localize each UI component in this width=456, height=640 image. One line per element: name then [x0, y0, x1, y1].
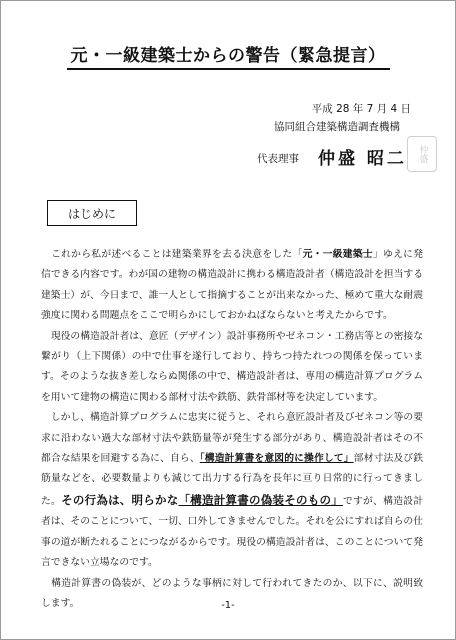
paragraph-1-emphasis: 元・一級建築士: [302, 249, 373, 260]
paragraph-3-text-a: しかし、構造計算プログラムに忠実に従うと、それら意匠設計者及びゼネコン等の要求に沿わない過大な部材寸法や鉄筋量等が発生する部分があり、構造設計者はその不都合な結果を回避する為に、自ら、: [41, 412, 424, 465]
paragraph-3-text-d: ですが、構造設計者は、そのことについて、一切、口外してきませんでした。それを公にすれば自らの仕事の道が断たれることにつながるからです。現役の構造設計者は、このことについて発言できない立場なのです。: [41, 495, 424, 569]
seal-stamp-icon: 仲盛: [407, 136, 437, 172]
document-title: 元・一級建築士からの警告（緊急提言）: [67, 41, 390, 70]
representative-role: 代表理事: [257, 153, 299, 165]
paragraph-3: [41, 408, 423, 573]
section-heading: はじめに: [47, 200, 137, 226]
title-block: [1, 41, 455, 70]
paragraph-1-text-b: 」ゆえに発信できる内容です。わが国の建物の構造設計に携わる構造設計者（構造設計を担当する建築士）が、今日まで、誰一人として指摘することが出来なかった、極めて重大な耐震強度に関わる問題点をここで明らかにしておかねばならないと考えたからです。: [41, 249, 424, 322]
paragraph-1-text-a: これから私が述べることは建築業界を去る決意をした「: [51, 249, 303, 260]
representative-name: 仲盛 昭二: [318, 149, 407, 169]
paragraph-1: [41, 245, 423, 327]
organization-name: 協同組合建築構造調査機構: [274, 121, 400, 133]
paragraph-3-text-b: 部材寸法及び鉄筋量などを、必要数量よりも減じて出力する行為を長年に亘り日常的に行ってきました。: [41, 453, 424, 507]
paragraph-4-text: 構造計算書の偽装が、どのような事柄に対して行われてきたのか、以下に、説明致します。: [41, 577, 424, 609]
paragraph-2-text: 現役の構造設計者は、意匠（デザイン）設計事務所やゼネコン・工務店等との密接な繋がり（上下関係）の中で仕事を遂行しており、持ちつ持たれつの関係を保っています。そのような抜き差しならぬ関係の中で、構造設計者は、専用の構造計算プログラムを用いて建物の構造に関わる部材寸法や鉄筋、鉄骨部材等を決定しています。: [41, 330, 423, 403]
paragraph-3-emphasis-1: 「構造計算書を意図的に操作して」: [199, 453, 354, 465]
paragraph-3-text-c: その行為は、明らかな: [61, 492, 179, 507]
page-number: -1-: [221, 600, 235, 611]
body-text: [41, 245, 423, 614]
document-date: 平成 28 年 7 月 4 日: [311, 103, 411, 115]
paragraph-3-emphasis-2: 「構造計算書の偽装そのもの」: [178, 492, 343, 507]
paragraph-2: [41, 327, 423, 409]
